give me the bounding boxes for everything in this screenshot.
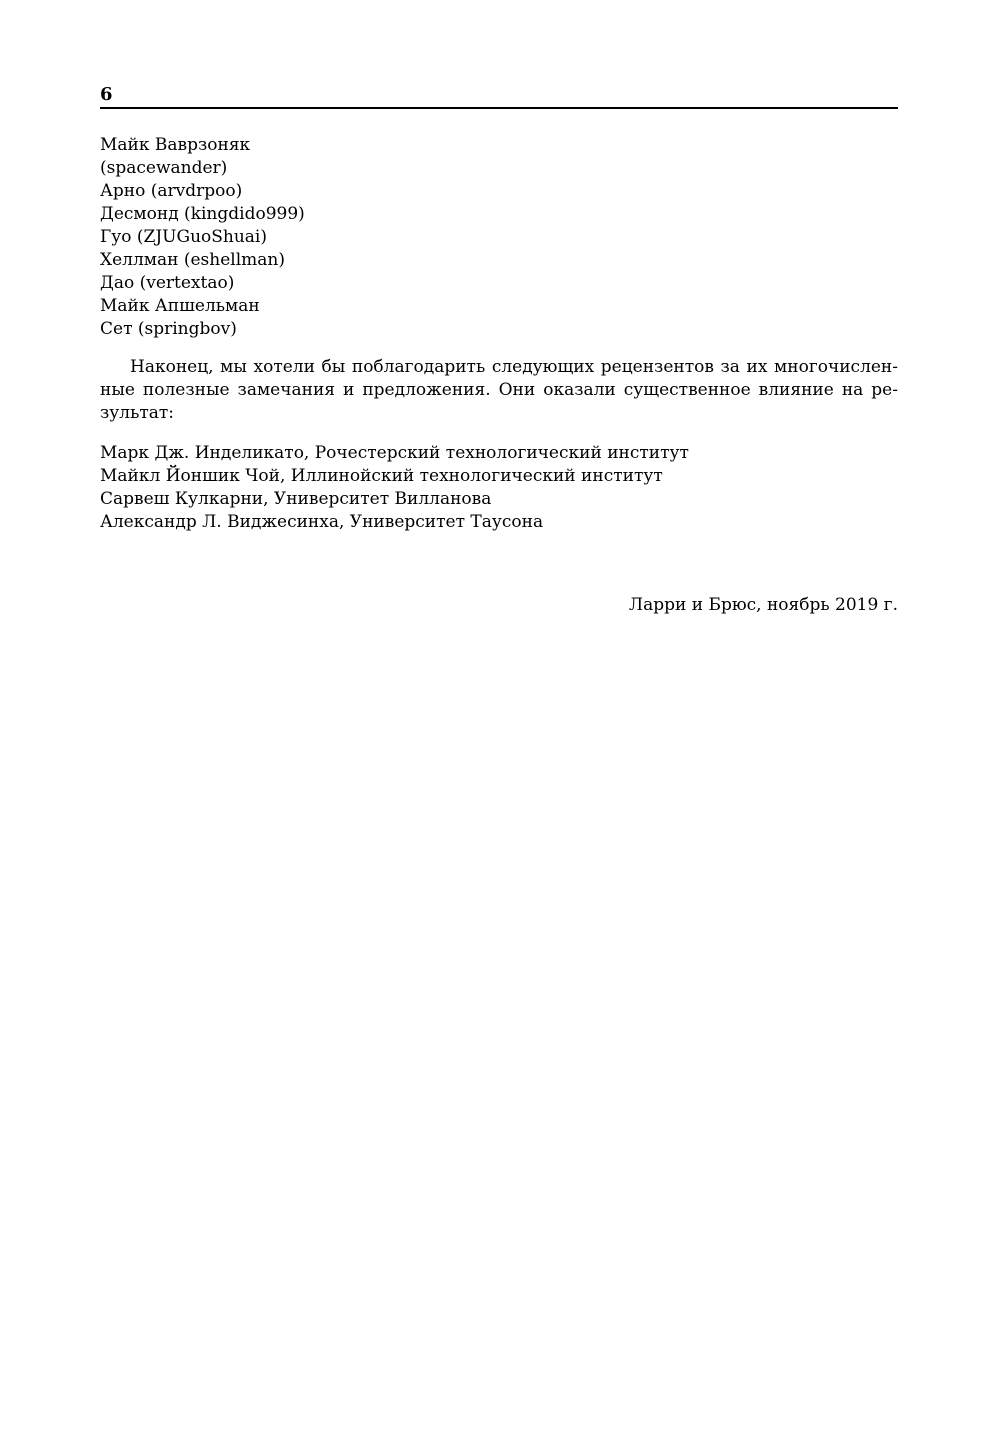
reviewer-item: Марк Дж. Инделикато, Рочестерский технологический институт [100, 443, 689, 463]
contributor-item: Майк Ваврзоняк [100, 135, 251, 155]
contributors-list [100, 134, 898, 341]
paragraph-line: Наконец, мы хотели бы поблагодарить следующих рецензентов за их многочислен- [130, 357, 898, 377]
page-header [100, 86, 898, 109]
signature-line: Ларри и Брюс, ноябрь 2019 г. [628, 595, 898, 615]
page-number: 6 [100, 84, 113, 105]
contributor-item: Хеллман (eshellman) [100, 250, 285, 270]
contributor-item: Дао (vertextao) [100, 273, 235, 293]
reviewer-item: Майкл Йоншик Чой, Иллинойский технологический институт [100, 466, 663, 486]
header-rule [100, 107, 898, 109]
contributor-item: Майк Апшельман [100, 296, 260, 316]
contributor-item: Десмонд (kingdido999) [100, 204, 305, 224]
contributor-item: Сет (springbov) [100, 319, 237, 339]
acknowledgment-paragraph [100, 356, 898, 425]
paragraph-line: зультат: [100, 403, 175, 423]
reviewer-item: Сарвеш Кулкарни, Университет Вилланова [100, 489, 492, 509]
contributor-item: Арно (arvdrpoo) [100, 181, 243, 201]
reviewers-list [100, 442, 898, 534]
paragraph-line: ные полезные замечания и предложения. Они оказали существенное влияние на ре- [100, 380, 898, 400]
reviewer-item: Александр Л. Виджесинха, Университет Таусона [100, 512, 544, 532]
contributor-item: Гуо (ZJUGuoShuai) [100, 227, 267, 247]
contributor-item: (spacewander) [100, 158, 228, 178]
